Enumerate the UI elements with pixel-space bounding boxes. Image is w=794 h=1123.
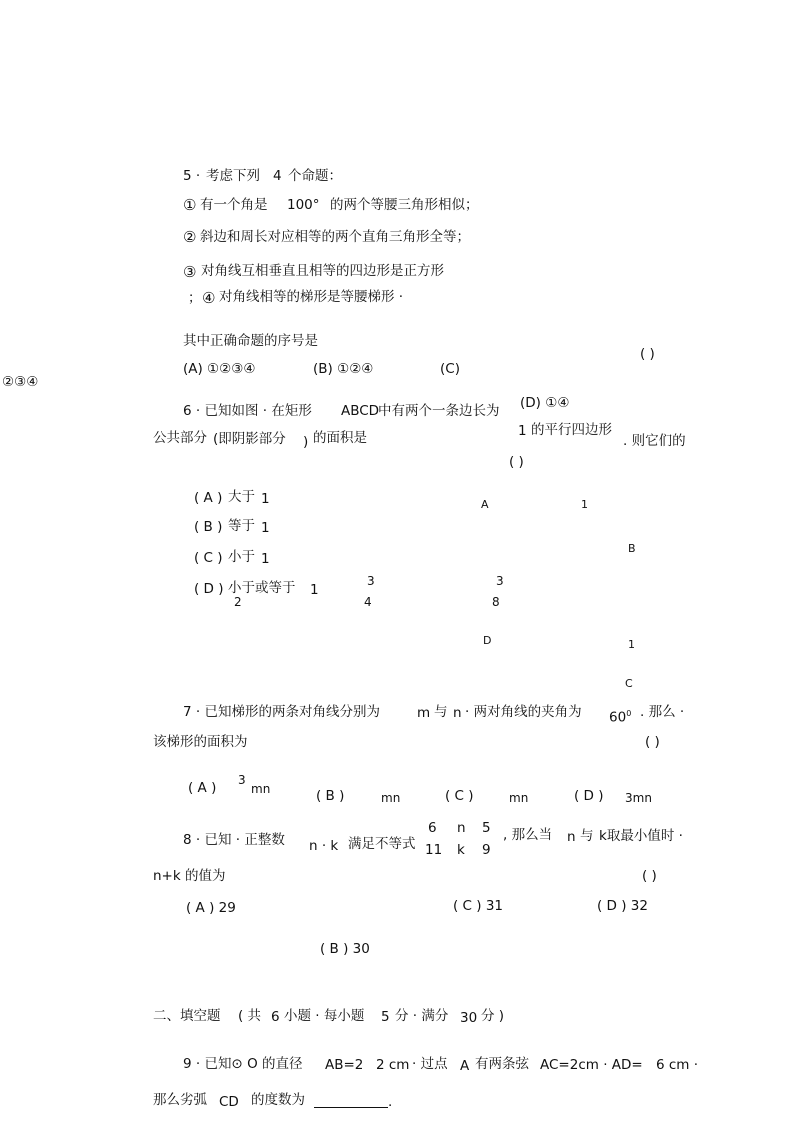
q5-option-b: (B) ①②④ [313, 361, 374, 377]
q8-answer-paren: ( ) [642, 868, 657, 884]
q7-line2: 该梯形的面积为 [153, 734, 248, 750]
q6-option-a-text: 大于 [228, 489, 255, 505]
q9-ab: AB=2 [325, 1057, 364, 1073]
q7-option-d-value: 3mn [625, 791, 652, 805]
section-2-title: 二、填空题 [153, 1008, 221, 1024]
q6-option-b-label: ( B ) [194, 519, 223, 535]
q7-option-c-value: mn [509, 791, 529, 805]
q7-mid: · 两对角线的夹角为 [465, 704, 582, 720]
q5-head-text: 考虑下列 [206, 168, 260, 184]
q6-option-d-label: ( D ) [194, 581, 224, 597]
q9-ab-b: 2 cm [376, 1057, 410, 1073]
figure-label-b: B [628, 542, 636, 555]
figure-label-a: A [481, 498, 489, 511]
q5-option-a: (A) ①②③④ [183, 361, 256, 377]
q8-nk: n · k [309, 838, 339, 854]
figure-label-d: D [483, 634, 492, 647]
q9-ad: 6 cm · [656, 1057, 699, 1073]
q7-option-b-value: mn [381, 791, 401, 805]
q6-line2-a: 公共部分 [153, 430, 207, 446]
q6-line2-c: ) [303, 434, 309, 450]
q5-head-tail: 个命题： [288, 168, 342, 184]
q6-option-d-text: 小于或等于 [228, 580, 296, 596]
q6-option-b-text: 等于 [228, 518, 255, 534]
q6-frac1-num: 3 [367, 574, 375, 588]
q6-frac3-den: 8 [492, 595, 500, 609]
q6-head: 6 · 已知如图 · 在矩形 [183, 403, 312, 419]
q7-yu: 与 [434, 704, 448, 720]
q9-line2-b: 的度数为 [251, 1092, 305, 1108]
q6-option-a-label: ( A ) [194, 490, 223, 506]
q6-abcd: ABCD [341, 403, 380, 419]
q5-answer-paren: ( ) [640, 346, 655, 362]
q8-then: , 那么当 [503, 827, 553, 843]
section-2-detail-b: 小题 · 每小题 [284, 1008, 365, 1024]
q8-mid: 满足不等式 [348, 836, 416, 852]
q6-option-c-label: ( C ) [194, 550, 223, 566]
q5-number: 5 · [183, 168, 201, 184]
q7-option-a-value: mn [251, 782, 271, 796]
q5-prop2: 斜边和周长对应相等的两个直角三角形全等； [200, 229, 470, 245]
q7-tail: . 那么 · [640, 704, 685, 720]
q8-k-tail: k取最小值时 · [599, 828, 683, 844]
q7-angle [609, 706, 631, 726]
section-2-total: 30 [460, 1010, 478, 1026]
q9-ac: AC=2cm · AD= [540, 1057, 643, 1073]
q8-frac-bot-2: k [457, 842, 465, 858]
figure-label-1-right: 1 [628, 638, 635, 651]
q9-a: A [460, 1058, 470, 1074]
q5-prop1-a: 有一个角是 [200, 197, 268, 213]
figure-label-c: C [625, 677, 633, 690]
q9-end: . [388, 1094, 393, 1110]
q5-option-c-overflow: ②③④ [2, 374, 39, 390]
q5-prop4-lead: ； [188, 290, 202, 306]
q5-option-d: (D) ①④ [520, 395, 570, 411]
q9-head: 9 · 已知⊙ O 的直径 [183, 1056, 303, 1072]
q6-option-a-value: 1 [261, 491, 270, 507]
q8-option-d: ( D ) 32 [597, 898, 648, 914]
q8-option-c: ( C ) 31 [453, 898, 504, 914]
q6-option-b-value: 1 [261, 520, 270, 536]
circled-1-icon: ① [183, 196, 197, 214]
q5-prop4: 对角线相等的梯形是等腰梯形 · [219, 289, 404, 305]
q8-n: n [567, 829, 576, 845]
q7-head: 7 · 已知梯形的两条对角线分别为 [183, 704, 380, 720]
section-2-detail-c: 分 · 满分 [395, 1008, 449, 1024]
q8-yu: 与 [580, 828, 594, 844]
section-2-per: 5 [381, 1009, 390, 1025]
q6-parallelogram: 的平行四边形 [531, 422, 612, 438]
q5-option-c: (C) [440, 361, 460, 377]
q8-frac-top-3: 5 [482, 820, 491, 836]
q6-option-d-value: 1 [310, 582, 319, 598]
q5-prop1-b: 的两个等腰三角形相似； [330, 197, 479, 213]
q6-head-b: 中有两个一条边长为 [378, 403, 500, 419]
q5-head-count: 4 [273, 168, 282, 184]
q7-option-a-label: ( A ) [188, 780, 217, 796]
section-2-detail-a: ( 共 [238, 1008, 262, 1024]
q6-answer-paren: ( ) [509, 454, 524, 470]
q7-option-c-label: ( C ) [445, 788, 474, 804]
q6-frac1-den: 2 [234, 595, 242, 609]
q7-m: m [417, 705, 431, 721]
q8-line2: n+k 的值为 [153, 868, 226, 884]
q7-answer-paren: ( ) [645, 734, 660, 750]
q7-option-b-label: ( B ) [316, 788, 345, 804]
q7-angle-value: 60 [609, 709, 627, 726]
q6-option-c-text: 小于 [228, 549, 255, 565]
q8-frac-bot-1: 11 [425, 842, 443, 858]
q6-line2-d: 的面积是 [313, 430, 367, 446]
q9-cd: CD [219, 1094, 239, 1110]
q8-head: 8 · 已知 · 正整数 [183, 832, 285, 848]
q9-mid: · 过点 [412, 1056, 448, 1072]
q6-line2-b: (即阴影部分 [213, 431, 286, 447]
section-2-detail-d: 分 ) [481, 1008, 505, 1024]
q7-option-a-frac: 3 [238, 773, 246, 787]
q5-stem: 其中正确命题的序号是 [183, 333, 318, 349]
q6-frac3-num: 3 [496, 574, 504, 588]
q6-option-c-value: 1 [261, 551, 270, 567]
q6-tail: . 则它们的 [623, 433, 686, 449]
q6-side-length: 1 [518, 423, 527, 439]
q7-degree: 0 [626, 709, 632, 718]
figure-label-1-top: 1 [581, 498, 588, 511]
q9-line2: 那么劣弧 [153, 1092, 207, 1108]
circled-4-icon: ④ [202, 289, 216, 307]
q8-frac-top-2: n [457, 820, 466, 836]
circled-2-icon: ② [183, 228, 197, 246]
q7-n: n [453, 705, 462, 721]
q7-option-d-label: ( D ) [574, 788, 604, 804]
circled-3-icon: ③ [183, 263, 197, 281]
q9-answer-blank[interactable] [314, 1094, 388, 1108]
q8-option-a: ( A ) 29 [186, 900, 236, 916]
q9-mid2: 有两条弦 [475, 1056, 529, 1072]
q8-frac-bot-3: 9 [482, 842, 491, 858]
q8-option-b: ( B ) 30 [320, 941, 370, 957]
section-2-count: 6 [271, 1009, 280, 1025]
q8-frac-top-1: 6 [428, 820, 437, 836]
q5-prop1-angle: 100° [287, 197, 320, 213]
q5-prop3: 对角线互相垂直且相等的四边形是正方形 [201, 263, 444, 279]
q6-frac2-num: 4 [364, 595, 372, 609]
